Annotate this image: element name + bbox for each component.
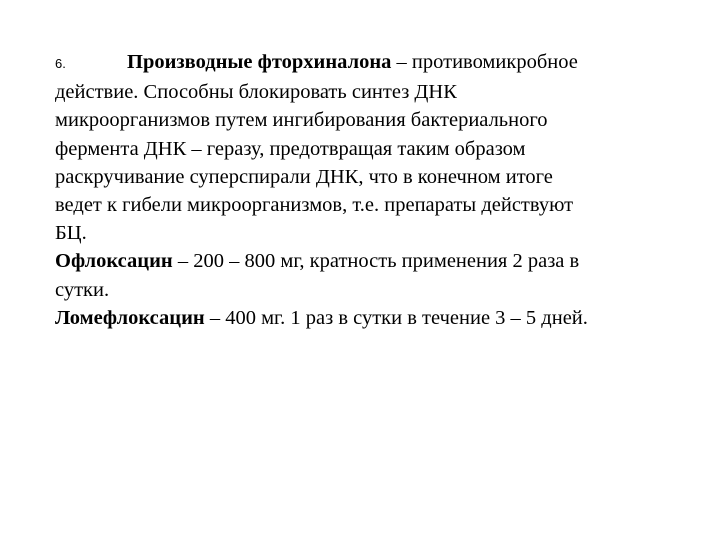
- item-heading-line: [55, 48, 705, 78]
- drug-line-lomefloxacin: [55, 304, 705, 332]
- body-line: фермента ДНК – геразу, предотвращая таким образом: [55, 137, 526, 160]
- body-line: раскручивание суперспирали ДНК, что в конечном итоге: [55, 165, 553, 188]
- item-heading-bold: Производные фторхиналона: [127, 51, 392, 73]
- body-line: действие. Способны блокировать синтез ДНК: [55, 81, 457, 104]
- drug-line-ofloxacin: [55, 247, 705, 275]
- drug-line-ofloxacin-cont: сутки.: [55, 278, 110, 301]
- drug-name: Ломефлоксацин: [55, 306, 205, 329]
- slide-text: [55, 48, 705, 332]
- item-heading-rest: – противомикробное: [391, 51, 578, 73]
- body-line: ведет к гибели микроорганизмов, т.е. препараты действуют: [55, 194, 574, 217]
- drug-dosage: – 400 мг. 1 раз в сутки в течение 3 – 5 дней.: [204, 306, 588, 329]
- drug-name: Офлоксацин: [55, 250, 173, 273]
- body-line: микроорганизмов путем ингибирования бактериального: [55, 109, 548, 132]
- item-number: 6.: [55, 56, 66, 71]
- body-line: БЦ.: [55, 222, 87, 245]
- drug-dosage: – 200 – 800 мг, кратность применения 2 раза в: [172, 250, 580, 273]
